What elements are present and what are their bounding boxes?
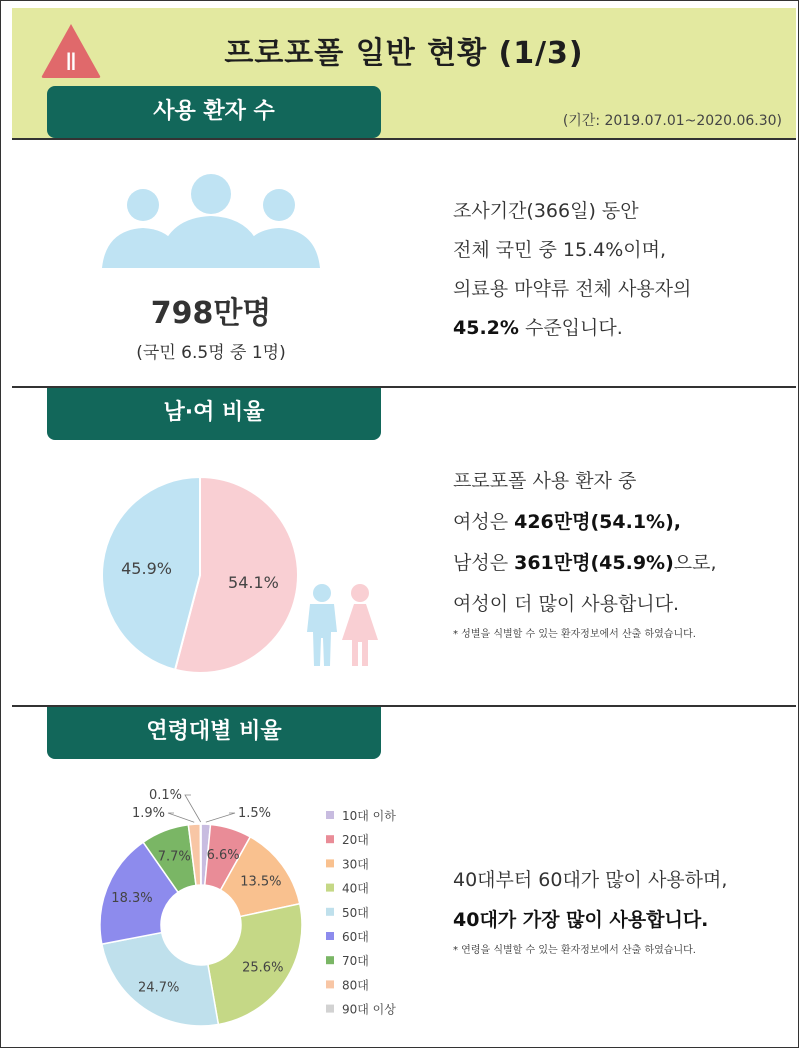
users-line-1: 조사기간(366일) 동안 — [453, 200, 639, 222]
gender-line-3 — [453, 543, 717, 584]
users-line-2: 전체 국민 중 15.4%이며, — [453, 239, 666, 261]
users-line-4 — [453, 309, 691, 348]
legend-swatch-5 — [326, 932, 334, 940]
age-slice-4 — [102, 933, 219, 1026]
gender-slice-label-1: 45.9% — [121, 559, 172, 579]
legend-swatch-2 — [326, 859, 334, 867]
legend-swatch-7 — [326, 980, 334, 988]
age-donut-chart — [80, 780, 400, 1042]
age-note: * 연령을 식별할 수 있는 환자정보에서 산출 하였습니다. — [453, 945, 696, 956]
age-line-2 — [453, 900, 727, 940]
age-slice-label-8: 0.1% — [148, 788, 182, 803]
legend-label-2: 30대 — [342, 857, 369, 872]
legend-swatch-0 — [326, 811, 334, 819]
legend-swatch-3 — [326, 884, 334, 892]
legend-label-0: 10대 이하 — [342, 809, 396, 823]
gender-line-1: 프로포폴 사용 환자 중 — [453, 470, 637, 492]
age-slice-label-7: 1.9% — [131, 806, 165, 821]
legend-label-7: 80대 — [342, 978, 369, 993]
age-slice-label-4: 24.7% — [138, 980, 180, 996]
age-line-1: 40대부터 60대가 많이 사용하며, — [453, 869, 728, 891]
age-line-2-text: 40대가 가장 많이 사용합니다. — [453, 909, 709, 931]
users-description — [453, 192, 691, 348]
divider — [12, 138, 796, 140]
gender-line-4: 여성이 더 많이 사용합니다. — [453, 593, 680, 615]
legend-label-6: 70대 — [342, 954, 369, 969]
legend-label-4: 50대 — [342, 905, 369, 920]
gender-pie-chart — [100, 475, 300, 675]
people-icon — [100, 172, 322, 272]
gender-line-2-pre: 여성은 — [453, 511, 515, 533]
legend-swatch-1 — [326, 835, 334, 843]
legend-label-1: 20대 — [342, 833, 369, 848]
age-leader-line-0 — [206, 813, 235, 822]
gender-line-3-pre: 남성은 — [453, 552, 515, 574]
legend-swatch-4 — [326, 908, 334, 916]
age-slice-label-0: 1.5% — [238, 806, 272, 821]
age-leader-line-7 — [168, 813, 194, 822]
legend-label-5: 60대 — [342, 930, 369, 944]
user-ratio: (국민 6.5명 중 1명) — [136, 343, 286, 363]
section-label-users: 사용 환자 수 — [47, 86, 381, 138]
legend-swatch-6 — [326, 956, 334, 964]
age-slice-label-6: 7.7% — [157, 849, 191, 865]
section-label-gender: 남·여 비율 — [47, 388, 381, 440]
gender-line-2 — [453, 502, 717, 543]
age-description — [453, 860, 727, 940]
female-count: 426만명(54.1%), — [514, 511, 681, 533]
users-line-3: 의료용 마약류 전체 사용자의 — [453, 278, 692, 300]
page-title: 프로포폴 일반 현황 (1/3) — [224, 36, 584, 71]
age-slice-label-3: 25.6% — [242, 960, 284, 976]
section-label-age: 연령대별 비율 — [47, 707, 381, 759]
section-roman-numeral: Ⅱ — [65, 48, 77, 76]
user-count: 798만명 — [150, 296, 272, 331]
gender-description — [453, 461, 717, 625]
users-line-4-rest: 수준입니다. — [518, 317, 623, 339]
period-label: (기간: 2019.07.01~2020.06.30) — [562, 113, 782, 129]
man-woman-icon — [300, 582, 384, 668]
age-leader-line-8 — [185, 795, 201, 822]
age-slice-8 — [200, 824, 201, 885]
legend-swatch-8 — [326, 1005, 334, 1013]
gender-slice-label-0: 54.1% — [228, 572, 279, 592]
legend-label-8: 90대 이상 — [342, 1002, 396, 1017]
gender-line-3-post: 으로, — [673, 552, 717, 574]
legend-label-3: 40대 — [342, 881, 369, 896]
age-slice-label-5: 18.3% — [111, 891, 153, 907]
users-share-value: 45.2% — [453, 317, 519, 339]
age-slice-label-2: 13.5% — [240, 874, 282, 890]
age-slice-label-1: 6.6% — [206, 847, 240, 863]
male-count: 361만명(45.9%) — [514, 552, 674, 574]
gender-note: * 성별을 식별할 수 있는 환자정보에서 산출 하였습니다. — [453, 629, 696, 640]
